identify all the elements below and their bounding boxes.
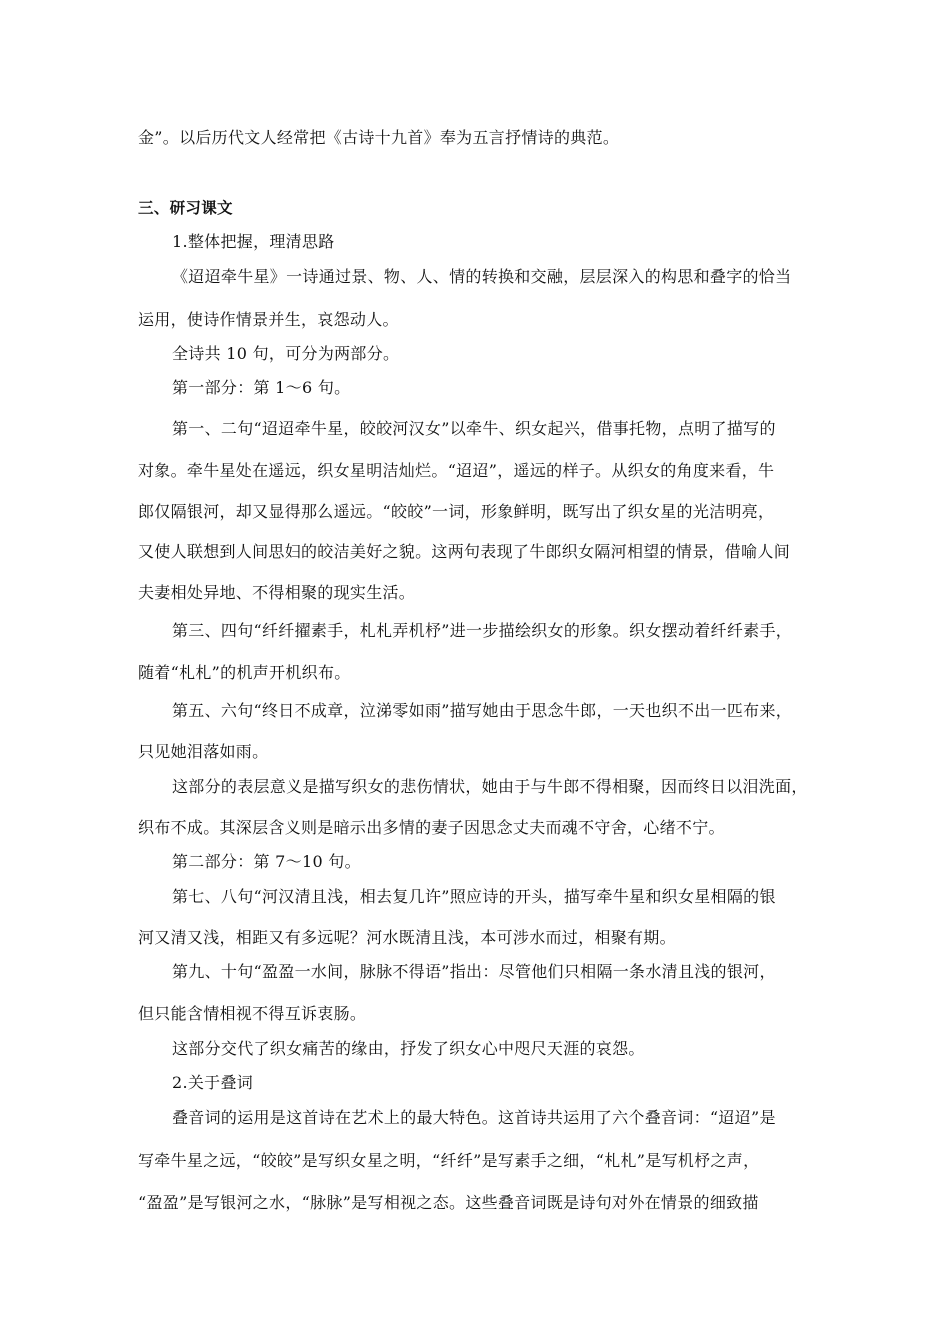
intro-tail-text: 金”。以后历代文人经常把《古诗十九首》奉为五言抒情诗的典范。	[138, 128, 620, 147]
paragraph-line: 第一、二句“迢迢牵牛星，皎皎河汉女”以牵牛、织女起兴，借事托物，点明了描写的	[172, 419, 776, 438]
paragraph-line: 第九、十句“盈盈一水间，脉脉不得语”指出：尽管他们只相隔一条水清且浅的银河，	[172, 962, 776, 981]
subsection-title-1: 1.整体把握，理清思路	[172, 232, 335, 251]
paragraph-line: 随着“札札”的机声开机织布。	[138, 663, 351, 682]
paragraph-line: 这部分交代了织女痛苦的缘由，抒发了织女心中咫尺天涯的哀怨。	[172, 1039, 645, 1058]
paragraph-line: 第一部分：第 1～6 句。	[172, 378, 351, 397]
paragraph-line: 第二部分：第 7～10 句。	[172, 852, 361, 871]
paragraph-line: 夫妻相处异地、不得相聚的现实生活。	[138, 583, 416, 602]
paragraph-line: 《迢迢牵牛星》一诗通过景、物、人、情的转换和交融，层层深入的构思和叠字的恰当	[172, 267, 792, 286]
paragraph-line: 又使人联想到人间思妇的皎洁美好之貌。这两句表现了牛郎织女隔河相望的情景，借喻人间	[138, 542, 791, 561]
paragraph-line: 郎仅隔银河，却又显得那么遥远。“皎皎”一词，形象鲜明，既写出了织女星的光洁明亮，	[138, 502, 775, 521]
paragraph-line: 这部分的表层意义是描写织女的悲伤情状，她由于与牛郎不得相聚，因而终日以泪洗面，	[172, 777, 808, 796]
paragraph-line: 第七、八句“河汉清且浅，相去复几许”照应诗的开头，描写牵牛星和织女星相隔的银	[172, 887, 776, 906]
paragraph-line: 第五、六句“终日不成章，泣涕零如雨”描写她由于思念牛郎，一天也织不出一匹布来，	[172, 701, 793, 720]
paragraph-line: 运用，使诗作情景并生，哀怨动人。	[138, 310, 399, 329]
paragraph-line: 全诗共 10 句，可分为两部分。	[172, 344, 400, 363]
subsection-title-2: 2.关于叠词	[172, 1073, 254, 1092]
paragraph-line: 写牵牛星之远，“皎皎”是写织女星之明，“纤纤”是写素手之细，“札札”是写机杼之声，	[138, 1151, 760, 1170]
paragraph-line: 河又清又浅，相距又有多远呢？河水既清且浅，本可涉水而过，相聚有期。	[138, 928, 676, 947]
paragraph-line: 织布不成。其深层含义则是暗示出多情的妻子因思念丈夫而魂不守舍，心绪不宁。	[138, 818, 725, 837]
paragraph-line: 叠音词的运用是这首诗在艺术上的最大特色。这首诗共运用了六个叠音词：“迢迢”是	[172, 1108, 776, 1127]
section-heading: 三、研习课文	[138, 199, 233, 217]
paragraph-line: 但只能含情相视不得互诉衷肠。	[138, 1004, 367, 1023]
paragraph-line: 对象。牵牛星处在遥远，织女星明洁灿烂。“迢迢”，遥远的样子。从织女的角度来看，牛	[138, 461, 775, 480]
paragraph-line: 第三、四句“纤纤擢素手，札札弄机杼”进一步描绘织女的形象。织女摆动着纤纤素手，	[172, 621, 793, 640]
paragraph-line: “盈盈”是写银河之水，“脉脉”是写相视之态。这些叠音词既是诗句对外在情景的细致描	[138, 1193, 759, 1212]
paragraph-line: 只见她泪落如雨。	[138, 742, 269, 761]
